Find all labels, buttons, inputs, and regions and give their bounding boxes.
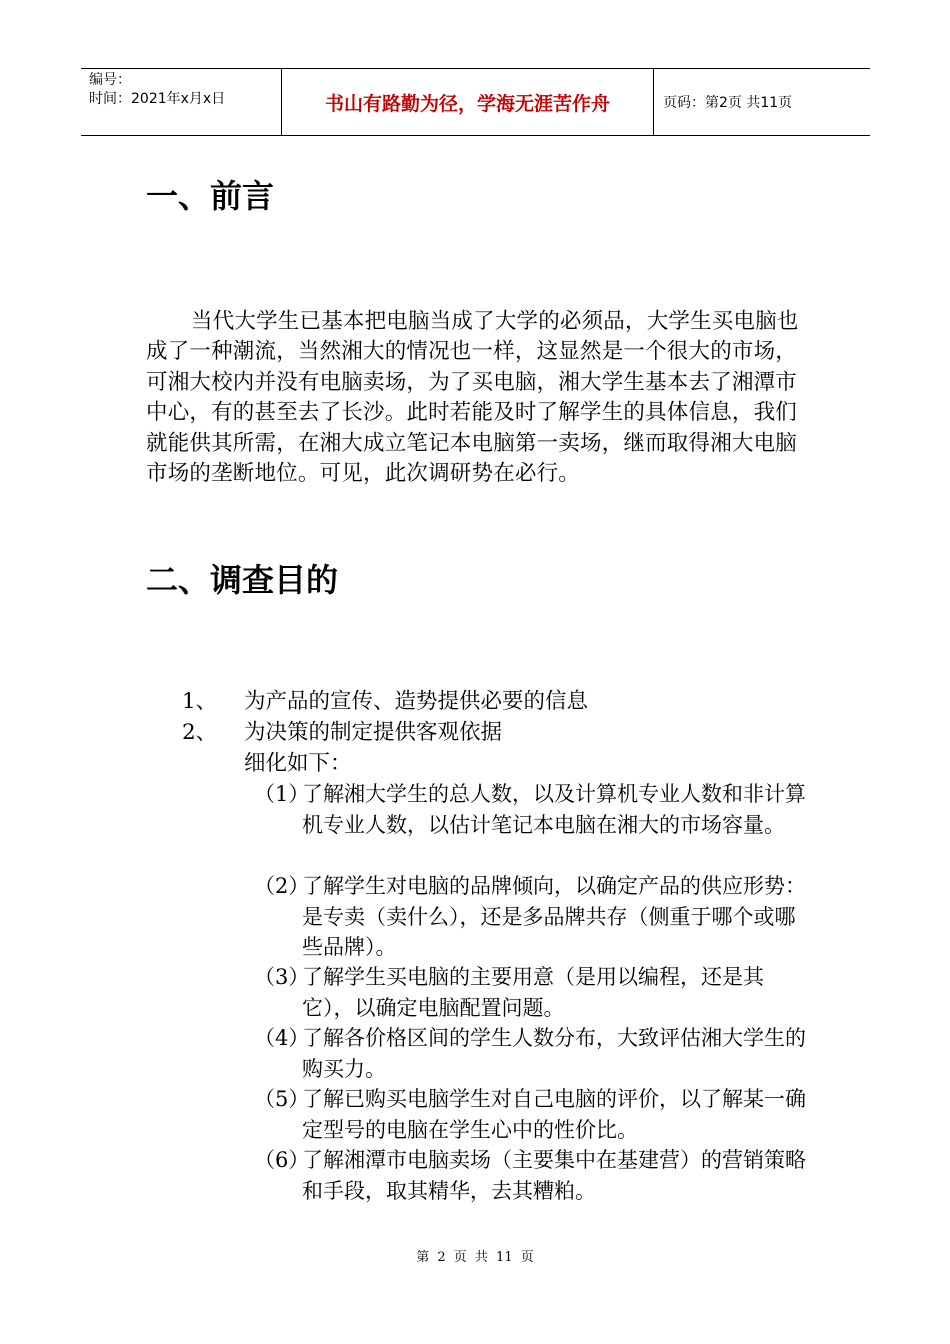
header-motto: 书山有路勤为径，学海无涯苦作舟 — [282, 69, 654, 135]
detail-tag: （6） — [254, 1148, 310, 1172]
list-item-text: 为产品的宣传、造势提供必要的信息 — [244, 689, 589, 714]
detail-text: 了解湘潭市电脑卖场（主要集中在基建营）的营销策略和手段，取其精华，去其糟粕。 — [302, 1148, 806, 1203]
detail-text: 了解已购买电脑学生对自己电脑的评价，以了解某一确定型号的电脑在学生心中的性价比。 — [302, 1087, 806, 1142]
section1-heading: 一、前言 — [146, 177, 275, 215]
detail-item — [254, 962, 810, 1023]
detail-text: 了解湘大学生的总人数，以及计算机专业人数和非计算机专业人数，以估计笔记本电脑在湘大的市场容量。 — [302, 782, 806, 837]
detail-item — [254, 779, 810, 840]
section2-heading: 二、调查目的 — [146, 561, 339, 599]
number-label: 编号： — [89, 72, 131, 88]
header-meta — [81, 69, 282, 135]
list-item-number: 1、 — [182, 689, 218, 714]
detail-tag: （1） — [254, 782, 310, 806]
time-label: 时间：2021年x月x日 — [89, 91, 226, 107]
detail-tag: （5） — [254, 1087, 310, 1111]
page-header — [81, 68, 870, 136]
detail-text: 了解学生对电脑的品牌倾向，以确定产品的供应形势：是专卖（卖什么），还是多品牌共存（侧重于哪个或哪些品牌）。 — [302, 874, 806, 959]
detail-text: 了解学生买电脑的主要用意（是用以编程，还是其它），以确定电脑配置问题。 — [302, 965, 764, 1020]
detail-text: 了解各价格区间的学生人数分布，大致评估湘大学生的购买力。 — [302, 1026, 806, 1081]
detail-item — [254, 1145, 810, 1206]
section1-paragraph: 当代大学生已基本把电脑当成了大学的必须品，大学生买电脑也成了一种潮流，当然湘大的情况也一样，这显然是一个很大的市场，可湘大校内并没有电脑卖场，为了买电脑，湘大学生基本去了湘潭市中心，有的甚至去了长沙。此时若能及时了解学生的具体信息，我们就能供其所需，在湘大成立笔记本电脑第一卖场，继而取得湘大电脑市场的垄断地位。可见，此次调研势在必行。 — [146, 309, 799, 487]
detail-intro-text: 细化如下： — [244, 751, 352, 776]
detail-item — [254, 1023, 810, 1084]
list-item-text: 为决策的制定提供客观依据 — [244, 720, 503, 745]
detail-tag: （2） — [254, 874, 310, 898]
list-item-number: 2、 — [182, 720, 218, 745]
detail-tag: （4） — [254, 1026, 310, 1050]
detail-item — [254, 871, 810, 963]
header-page-info: 页码：第2页 共11页 — [663, 95, 793, 111]
page-footer: 第 2 页 共 11 页 — [416, 1250, 534, 1265]
detail-tag: （3） — [254, 965, 310, 989]
detail-item — [254, 1084, 810, 1145]
